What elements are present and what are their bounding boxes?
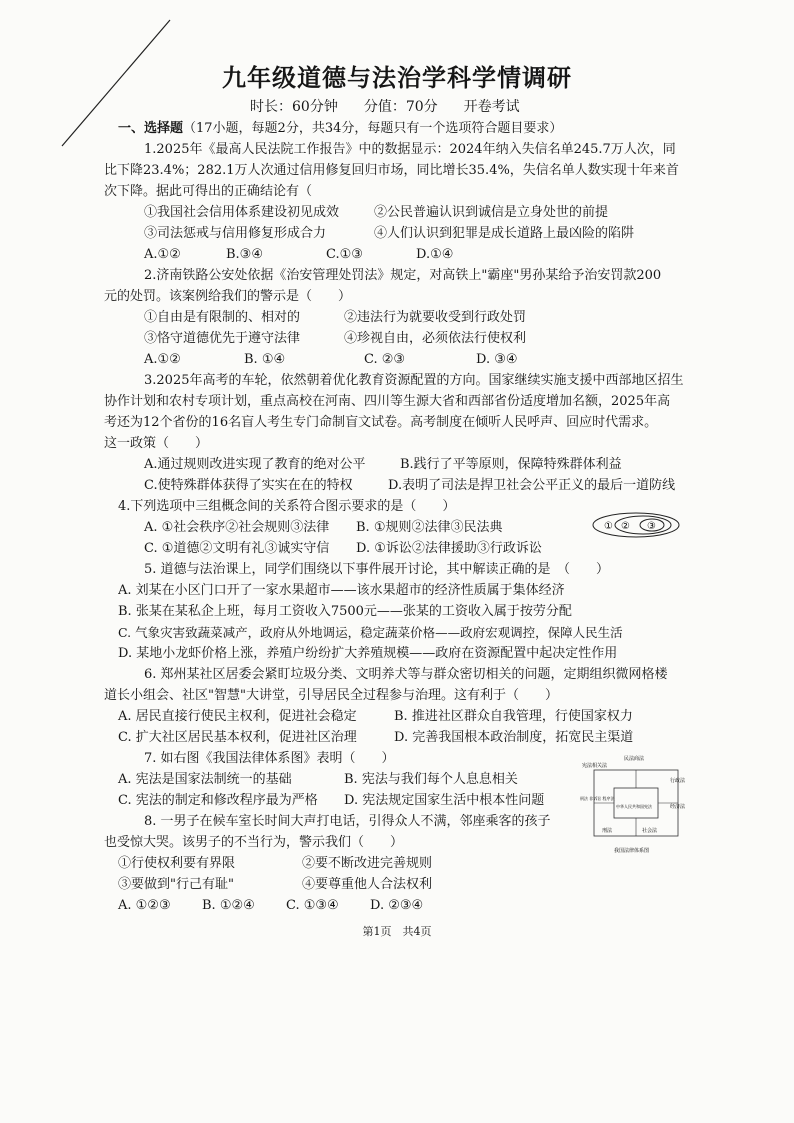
q6-option-b[interactable]: B. 推进社区群众自我管理，行使国家权力 [394, 709, 633, 724]
q2-option-a[interactable]: A.①② [144, 352, 181, 367]
q1-option-a[interactable]: A.①② [144, 247, 181, 262]
page-footer: 第1页 共4页 [362, 925, 432, 938]
q7-option-a[interactable]: A. 宪法是国家法制统一的基础 [118, 772, 292, 787]
q2-option-b[interactable]: B. ①④ [244, 352, 286, 367]
label-constitution: 中华人民共和国宪法 [616, 804, 652, 809]
q1-options [118, 244, 690, 265]
q2-statement-4: ④珍视自由，必须依法行使权利 [344, 331, 527, 346]
q7-option-b[interactable]: B. 宪法与我们每个人息息相关 [344, 772, 518, 787]
q1-statement-3: ③司法惩戒与信用修复形成合力 [144, 226, 327, 241]
q8-option-d[interactable]: D. ②③④ [370, 898, 424, 913]
q4-option-c[interactable]: C. ①道德②文明有礼③诚实守信 [144, 541, 330, 556]
exam-score: 分值：70分 [363, 99, 438, 115]
legal-system-diagram [580, 752, 692, 856]
label-administrative: 行政法 [670, 778, 686, 784]
q2-statement-2: ②违法行为就要收受到行政处罚 [344, 310, 527, 325]
q1-option-d[interactable]: D.①④ [416, 247, 454, 262]
label-civil-commercial: 民法商法 [624, 756, 645, 762]
diagram-caption: 我国法律体系图 [614, 848, 650, 854]
label-social: 社会法 [642, 828, 658, 834]
constitution-box [614, 788, 658, 818]
q3-options-row-1 [118, 454, 690, 475]
q1-stem-1: 1.2025年《最高人民法院工作报告》中的数据显示：2024年纳入失信名单245.7万人次，同 [144, 142, 676, 157]
q3-options-row-2 [118, 475, 690, 496]
q2-statements-row-2 [118, 328, 690, 349]
q5-option-b[interactable]: B. 张某在某私企上班，每月工资收入7500元——张某的工资收入属于按劳分配 [118, 604, 572, 619]
q2-options [118, 349, 690, 370]
q1-statements-row-2 [118, 223, 690, 244]
exam-info [250, 96, 670, 116]
q2-statements-row-1 [118, 307, 690, 328]
q6-options-row-1 [118, 706, 690, 727]
q3-option-a[interactable]: A.通过规则改进实现了教育的绝对公平 [144, 457, 366, 472]
q1-stem-3: 次下降。据此可得出的正确结论有（ [104, 184, 313, 199]
q1-statement-1: ①我国社会信用体系建设初见成效 [144, 205, 340, 220]
q3-stem-1: 3.2025年高考的车轮，依然朝着优化教育资源配置的方向。国家继续实施支援中西部地区招生 [144, 373, 684, 388]
q6-stem-2: 道长小组会、社区"智慧"大讲堂，引导居民全过程参与治理。这有利于（ ） [104, 688, 558, 703]
section-note: （17小题，每题2分，共34分，每题只有一个选项符合题目要求） [183, 121, 563, 136]
label-economic: 经济法 [670, 804, 686, 810]
q4-option-a[interactable]: A. ①社会秩序②社会规则③法律 [144, 520, 330, 535]
q3-option-d[interactable]: D.表明了司法是捍卫社会公平正义的最后一道防线 [388, 478, 676, 493]
q2-stem-2: 元的处罚。该案例给我们的警示是（ ） [104, 289, 352, 304]
q2-statement-3: ③恪守道德优先于遵守法律 [144, 331, 301, 346]
q5-option-d[interactable]: D. 某地小龙虾价格上涨，养殖户纷纷扩大养殖规模——政府在资源配置中起决定性作用 [118, 646, 618, 661]
q8-statements-row-2 [118, 874, 690, 895]
q8-statement-1: ①行使权利要有界限 [118, 856, 236, 871]
q8-stem-2: 也受惊大哭。该男子的不当行为，警示我们（ ） [104, 835, 404, 850]
label-constitution-related: 宪法相关法 [582, 763, 608, 769]
q7-stem: 7. 如右图《我国法律体系图》表明（ ） [144, 751, 395, 766]
q2-stem-1: 2.济南铁路公安处依据《治安管理处罚法》规定，对高铁上"霸座"男孙某给予治安罚款200 [144, 268, 662, 283]
q1-statement-4: ④人们认识到犯罪是成长道路上最凶险的陷阱 [374, 226, 635, 241]
page-title: 九年级道德与法治学科学情调研 [222, 63, 572, 92]
section-heading [118, 118, 690, 139]
q8-option-c[interactable]: C. ①③④ [286, 898, 339, 913]
q4-stem: 4.下列选项中三组概念间的关系符合图示要求的是（ ） [118, 499, 456, 514]
label-procedure: 刑法 非诉讼 程序法 [580, 796, 615, 801]
q6-options-row-2 [118, 727, 690, 748]
q1-statement-2: ②公民普遍认识到诚信是立身处世的前提 [374, 205, 609, 220]
q2-statement-1: ①自由是有限制的、相对的 [144, 310, 301, 325]
q2-option-d[interactable]: D. ③④ [476, 352, 518, 367]
q6-option-d[interactable]: D. 完善我国根本政治制度，拓宽民主渠道 [394, 730, 634, 745]
q4-option-d[interactable]: D. ①诉讼②法律援助③行政诉讼 [356, 541, 542, 556]
q1-stem-2: 比下降23.4%；282.1万人次通过信用修复回归市场，同比增长35.4%，失信名单人数实现十年来首 [104, 163, 679, 178]
q4-circle-diagram [590, 510, 682, 540]
circle-label-3: ③ [647, 521, 656, 532]
q8-statement-3: ③要做到"行己有耻" [118, 877, 234, 892]
circle-label-2: ② [621, 521, 630, 532]
q7-option-c[interactable]: C. 宪法的制定和修改程序最为严格 [118, 793, 318, 808]
q1-option-c[interactable]: C.①③ [326, 247, 363, 262]
q8-statement-4: ④要尊重他人合法权利 [302, 877, 433, 892]
q3-stem-4: 这一政策（ ） [104, 436, 209, 451]
q3-option-c[interactable]: C.使特殊群体获得了实实在在的特权 [144, 478, 353, 493]
q7-option-d[interactable]: D. 宪法规定国家生活中根本性问题 [344, 793, 545, 808]
q4-options-row-2 [118, 538, 690, 559]
q6-option-c[interactable]: C. 扩大社区居民基本权利，促进社区治理 [118, 730, 357, 745]
label-criminal: 刑法 [602, 828, 613, 834]
q6-option-a[interactable]: A. 居民直接行使民主权利，促进社会稳定 [118, 709, 357, 724]
q2-option-c[interactable]: C. ②③ [364, 352, 406, 367]
exam-type: 开卷考试 [463, 99, 520, 115]
q6-stem-1: 6. 郑州某社区居委会紧盯垃圾分类、文明养犬等与群众密切相关的问题，定期组织微网格楼 [144, 667, 668, 682]
q5-option-c[interactable]: C. 气象灾害致蔬菜减产，政府从外地调运，稳定蔬菜价格——政府宏观调控，保障人民生活 [118, 625, 623, 640]
q8-options [118, 895, 690, 916]
q8-stem-1: 8. 一男子在候车室长时间大声打电话，引得众人不满，邻座乘客的孩子 [144, 814, 551, 829]
section-title: 一、选择题 [118, 121, 184, 136]
q5-stem: 5. 道德与法治课上，同学们围绕以下事件展开讨论，其中解读正确的是 （ ） [144, 562, 610, 577]
q1-statements-row-1 [118, 202, 690, 223]
q3-stem-3: 考还为12个省份的16名盲人考生专门命制盲文试卷。高考制度在倾听人民呼声、回应时代需求。 [104, 415, 658, 430]
q1-option-b[interactable]: B.③④ [226, 247, 263, 262]
q8-statement-2: ②要不断改进完善规则 [302, 856, 433, 871]
circle-label-1: ① [604, 521, 613, 532]
q8-option-b[interactable]: B. ①②④ [202, 898, 255, 913]
q3-stem-2: 协作计划和农村专项计划，重点高校在河南、四川等生源大省和西部省份适度增加名额，2025年高 [104, 394, 671, 409]
q8-option-a[interactable]: A. ①②③ [118, 898, 171, 913]
q5-option-a[interactable]: A. 刘某在小区门口开了一家水果超市——该水果超市的经济性质属于集体经济 [118, 583, 565, 598]
q3-option-b[interactable]: B.践行了平等原则，保障特殊群体利益 [400, 457, 622, 472]
q4-option-b[interactable]: B. ①规则②法律③民法典 [356, 520, 503, 535]
exam-duration: 时长：60分钟 [250, 99, 338, 115]
q8-statements-row-1 [118, 853, 690, 874]
